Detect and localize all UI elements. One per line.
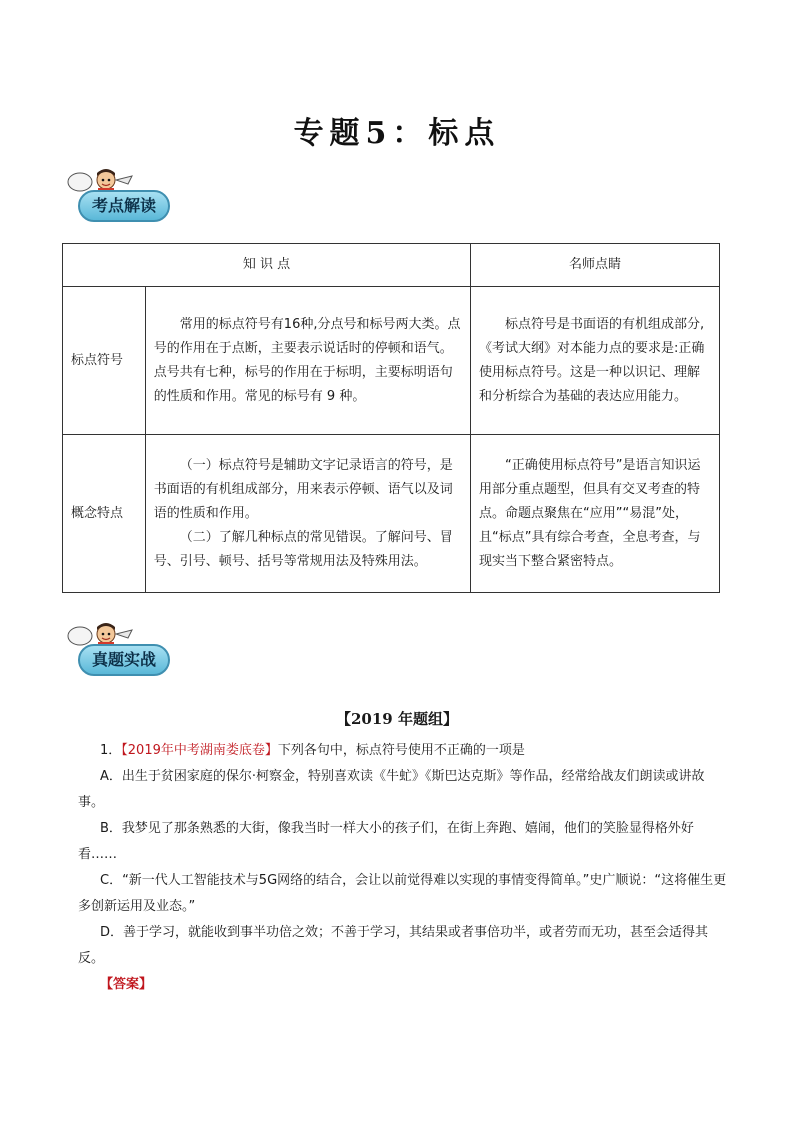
knowledge-text: 常用的标点符号有16种,分点号和标号两大类。点号的作用在于点断，主要表示说话时的停顿和语气。点号共有七种，标号的作用在于标明，主要标明语句的性质和作用。常见的标号有 9 种。 bbox=[153, 316, 461, 404]
option-d: D．善于学习，就能收到事半功倍之效；不善于学习，其结果或者事倍功半，或者劳而无功，甚至会适得其反。 bbox=[78, 925, 709, 966]
row-label: 概念特点 bbox=[63, 435, 146, 593]
answer-label: 【答案】 bbox=[100, 977, 153, 992]
badge-label: 考点解读 bbox=[78, 190, 170, 222]
teacher-text: “正确使用标点符号”是语言知识运用部分重点题型，但具有交叉考查的特点。命题点聚焦在“应用”“易混”处，且“标点”具有综合考查，全息考查，与现实当下整合紧密特点。 bbox=[479, 457, 701, 569]
option-a: A．出生于贫困家庭的保尔·柯察金，特别喜欢读《牛虻》《斯巴达克斯》等作品，经常给战友们朗读或讲故事。 bbox=[78, 769, 705, 810]
knowledge-cell bbox=[145, 287, 470, 435]
knowledge-cell bbox=[145, 435, 470, 593]
teacher-text: 标点符号是书面语的有机组成部分,《考试大纲》对本能力点的要求是:正确使用标点符号。这是一种以识记、理解和分析综合为基础的表达应用能力。 bbox=[479, 316, 705, 404]
question-block bbox=[78, 738, 728, 998]
knowledge-text: （一）标点符号是辅助文字记录语言的符号，是书面语的有机组成部分，用来表示停顿、语气以及词语的性质和作用。 bbox=[153, 457, 453, 521]
knowledge-text: （二）了解几种标点的常见错误。了解问号、冒号、引号、顿号、括号等常规用法及特殊用法。 bbox=[153, 529, 453, 569]
page-title: 专题5：标点 bbox=[293, 116, 501, 151]
header-knowledge: 知 识 点 bbox=[63, 244, 471, 287]
teacher-cell bbox=[471, 287, 720, 435]
option-b: B．我梦见了那条熟悉的大街，像我当时一样大小的孩子们，在街上奔跑、嬉闹，他们的笑脸显得格外好看…… bbox=[78, 821, 694, 862]
badge-label: 真题实战 bbox=[78, 644, 170, 676]
group-title: 【2019 年题组】 bbox=[336, 710, 458, 728]
section-badge-zhenti bbox=[64, 622, 174, 682]
teacher-cell bbox=[471, 435, 720, 593]
table-header-row bbox=[63, 244, 720, 287]
question-stem bbox=[78, 738, 728, 764]
option-c: C．“新一代人工智能技术与5G网络的结合，会让以前觉得难以实现的事情变得简单。”史广顺说：“这将催生更多创新运用及业态。” bbox=[78, 873, 727, 914]
table-row bbox=[63, 435, 720, 593]
table-row bbox=[63, 287, 720, 435]
question-number: 1． bbox=[100, 743, 122, 758]
row-label: 标点符号 bbox=[63, 287, 146, 435]
knowledge-table bbox=[62, 243, 720, 593]
header-teacher: 名师点睛 bbox=[471, 244, 720, 287]
question-source: 【2019年中考湖南娄底卷】 bbox=[121, 743, 278, 758]
question-text: 下列各句中，标点符号使用不正确的一项是 bbox=[277, 743, 525, 758]
section-badge-kaodian bbox=[64, 168, 174, 228]
